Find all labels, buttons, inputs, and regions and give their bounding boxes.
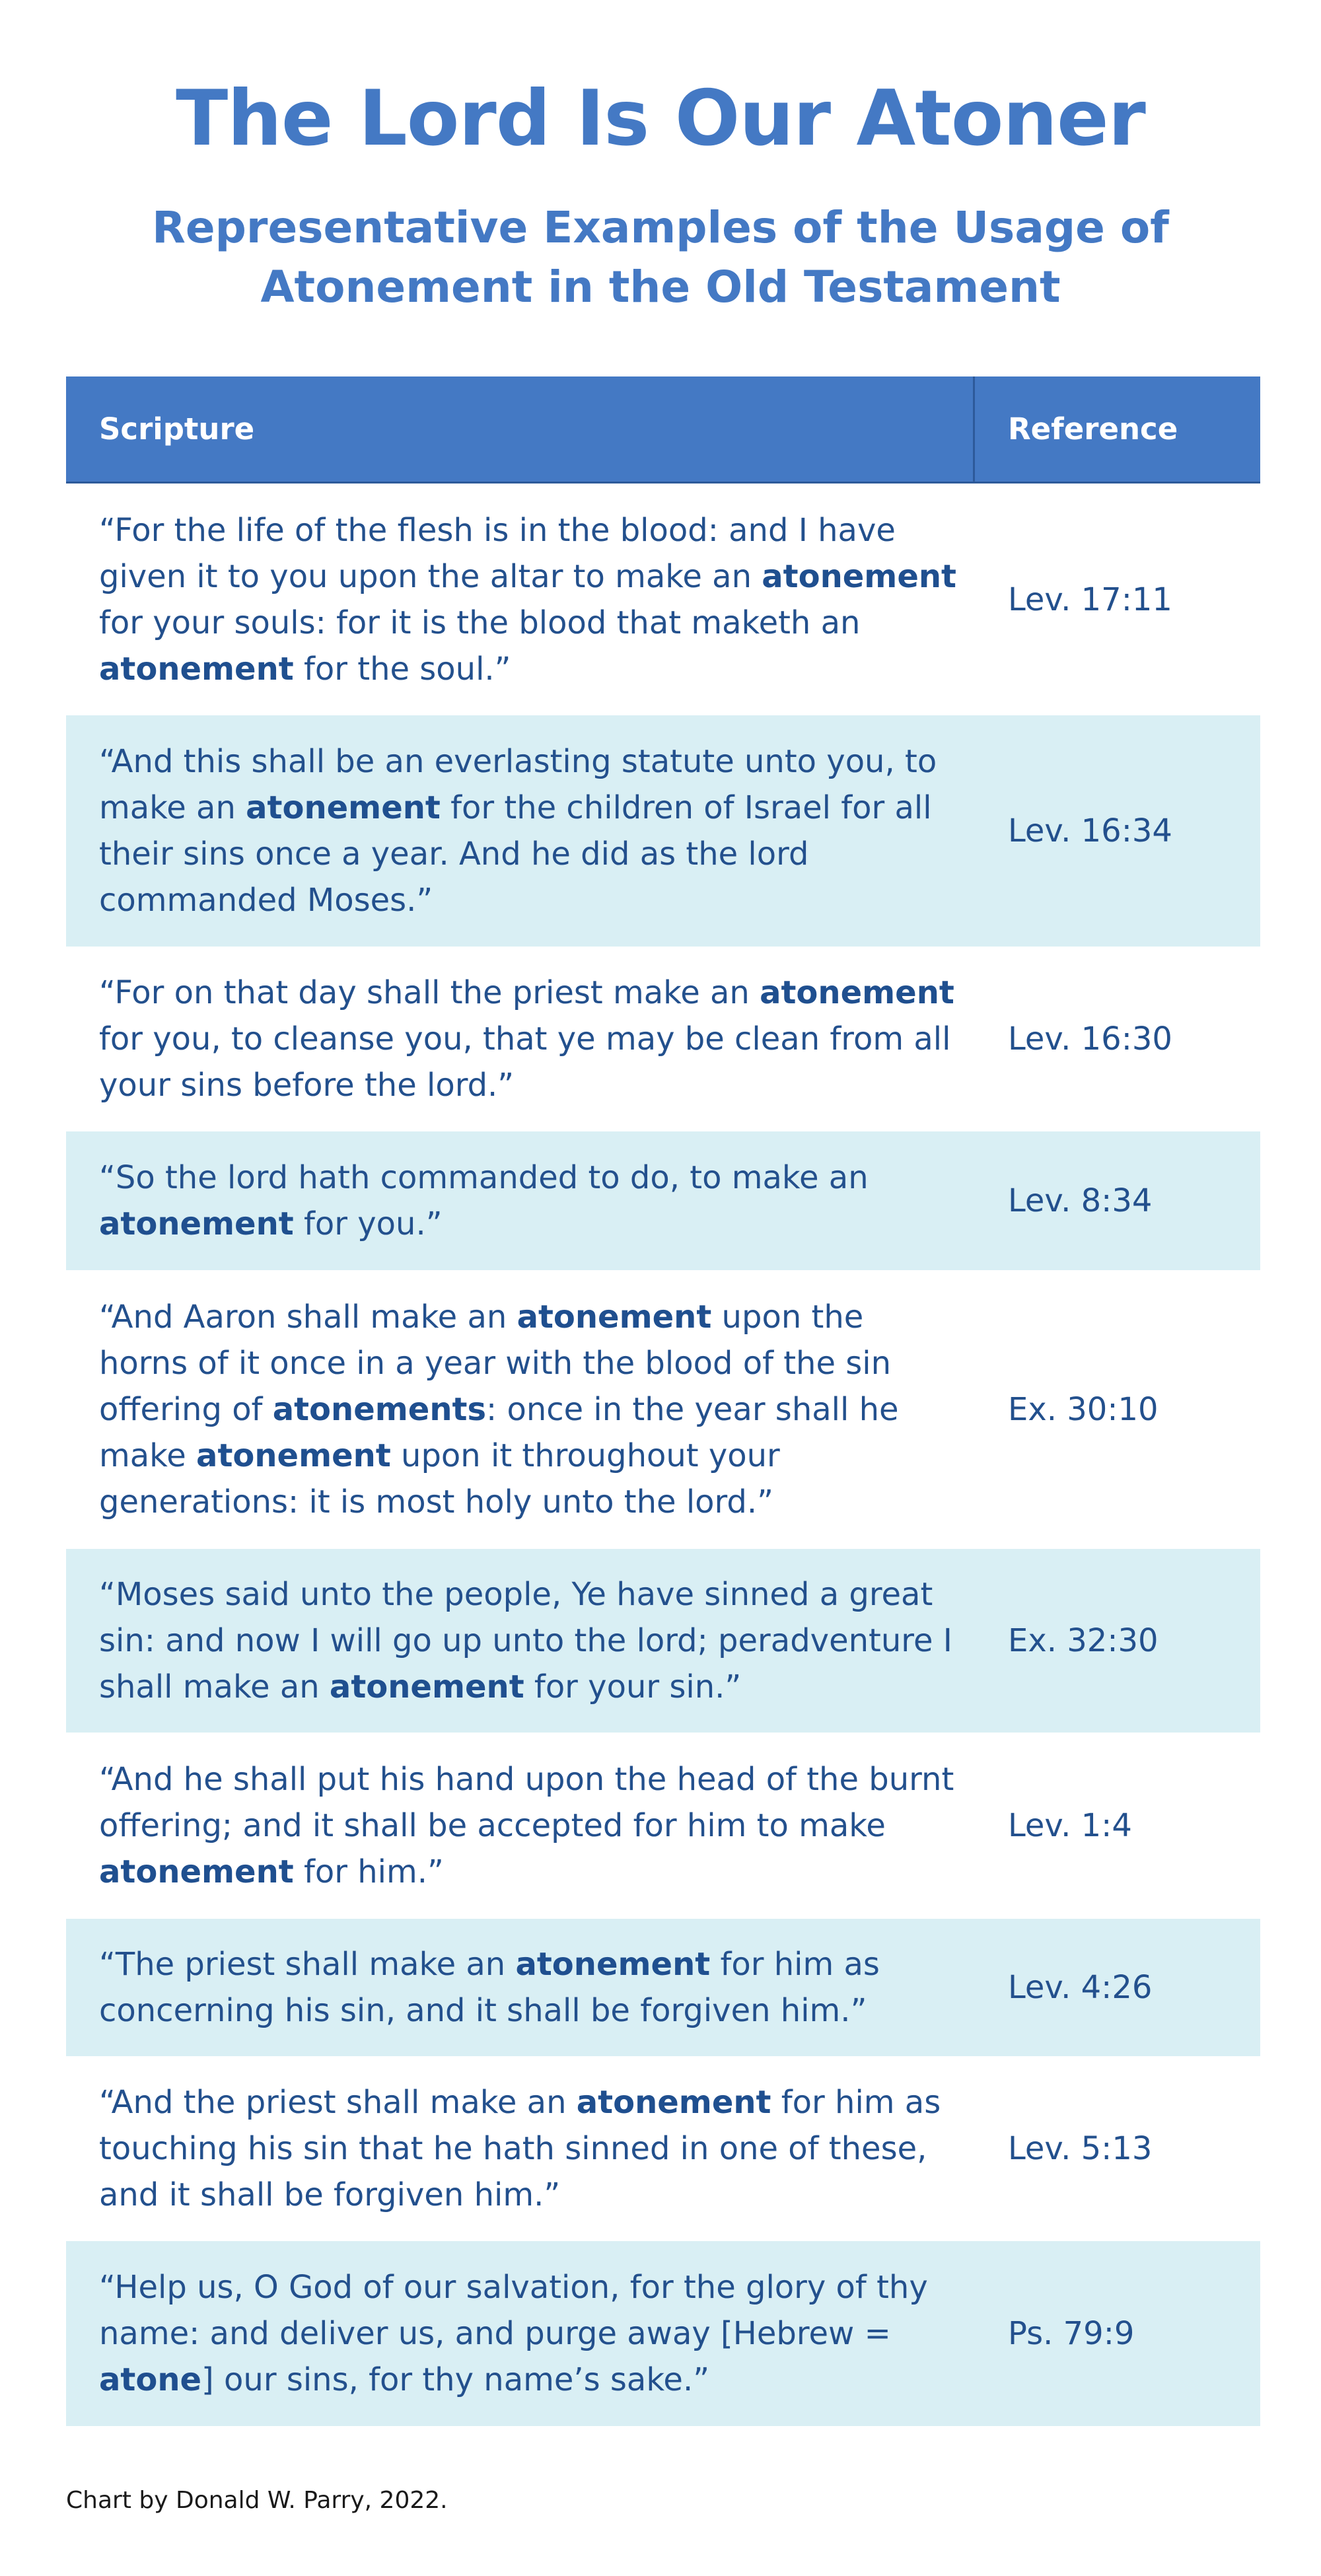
table-header (66, 376, 1260, 483)
scripture-text: “And Aaron shall make an atonement upon the horns of it once in a year with the blood of the sin offering of atonements: once in the year shall he make atonement upon it throughout your generations: it is most holy unto the lord.” (99, 1299, 899, 1521)
scripture-text: “So the lord hath commanded to do, to make an atonement for you.” (99, 1159, 869, 1242)
scripture-text: “Help us, O God of our salvation, for the glory of thy name: and deliver us, and purge away [Hebrew = atone] our sins, for thy name’s sake.” (99, 2269, 928, 2398)
reference-cell: Lev. 4:26 (1008, 1969, 1153, 2006)
scripture-text: “Moses said unto the people, Ye have sinned a great sin: and now I will go up unto the lord; peradventure I shall make an atonement for your sin.” (99, 1576, 952, 1705)
emphasized-word: atonement (246, 789, 441, 826)
table-row (66, 1131, 1260, 1270)
table-row (66, 483, 1260, 715)
scripture-cell (66, 1733, 975, 1919)
emphasized-word: atonement (515, 1946, 711, 1983)
scripture-cell (66, 1919, 975, 2056)
reference-cell: Lev. 8:34 (1008, 1182, 1153, 1219)
emphasized-word: atonement (517, 1299, 712, 1336)
scripture-cell (66, 1549, 975, 1733)
scripture-text: “And the priest shall make an atonement for him as touching his sin that he hath sinned in one of these, and it shall be forgiven him.” (99, 2084, 941, 2213)
table-row (66, 715, 1260, 947)
scripture-column-header: Scripture (66, 376, 975, 482)
page-title: The Lord Is Our Atoner (176, 74, 1145, 163)
reference-cell: Ex. 32:30 (1008, 1622, 1159, 1659)
scripture-cell (66, 2241, 975, 2426)
emphasized-word: atonement (329, 1668, 524, 1705)
reference-column-header: Reference (1008, 411, 1178, 447)
scripture-cell (66, 2056, 975, 2241)
emphasized-word: atonement (576, 2084, 771, 2121)
emphasized-word: atonement (99, 650, 294, 688)
scripture-cell (66, 1131, 975, 1270)
scripture-cell (66, 715, 975, 947)
reference-cell: Ex. 30:10 (1008, 1391, 1159, 1428)
scripture-text: “The priest shall make an atonement for him as concerning his sin, and it shall be forgiven him.” (99, 1946, 880, 2029)
scripture-text: “And this shall be an everlasting statute unto you, to make an atonement for the children of Israel for all their sins once a year. And he did as the lord commanded Moses.” (99, 743, 937, 919)
reference-cell: Ps. 79:9 (1008, 2315, 1135, 2352)
table-row (66, 947, 1260, 1131)
reference-cell: Lev. 16:34 (1008, 812, 1172, 849)
emphasized-word: atonement (196, 1437, 391, 1474)
scripture-text: “And he shall put his hand upon the head of the burnt offering; and it shall be accepted for him to make atonement for him.” (99, 1761, 954, 1890)
scripture-cell (66, 1270, 975, 1549)
reference-cell: Lev. 1:4 (1008, 1807, 1132, 1844)
table-row (66, 2056, 1260, 2241)
emphasized-word: atonement (99, 1853, 294, 1890)
reference-cell: Lev. 5:13 (1008, 2130, 1153, 2167)
scripture-text: “For on that day shall the priest make an atonement for you, to cleanse you, that ye may be clean from all your sins before the lord.” (99, 974, 954, 1104)
emphasized-word: atone (99, 2361, 202, 2398)
scripture-text: “For the life of the flesh is in the blood: and I have given it to you upon the altar to make an atonement for your souls: for it is the blood that maketh an atonement for the soul.” (99, 511, 956, 688)
scripture-table (66, 376, 1260, 2426)
emphasized-word: atonement (760, 974, 954, 1011)
chart-credit: Chart by Donald W. Parry, 2022. (66, 2487, 448, 2514)
reference-cell: Lev. 16:30 (1008, 1020, 1172, 1057)
table-row (66, 2241, 1260, 2426)
table-row (66, 1733, 1260, 1919)
scripture-cell (66, 947, 975, 1131)
table-row (66, 1919, 1260, 2056)
reference-cell: Lev. 17:11 (1008, 581, 1172, 618)
table-row (66, 1549, 1260, 1733)
emphasized-word: atonement (99, 1205, 294, 1242)
scripture-cell (66, 483, 975, 715)
table-row (66, 1270, 1260, 1549)
emphasized-word: atonements (272, 1391, 487, 1428)
emphasized-word: atonement (762, 557, 956, 595)
page-subtitle: Representative Examples of the Usage of Atonement in the Old Testament (152, 202, 1169, 312)
